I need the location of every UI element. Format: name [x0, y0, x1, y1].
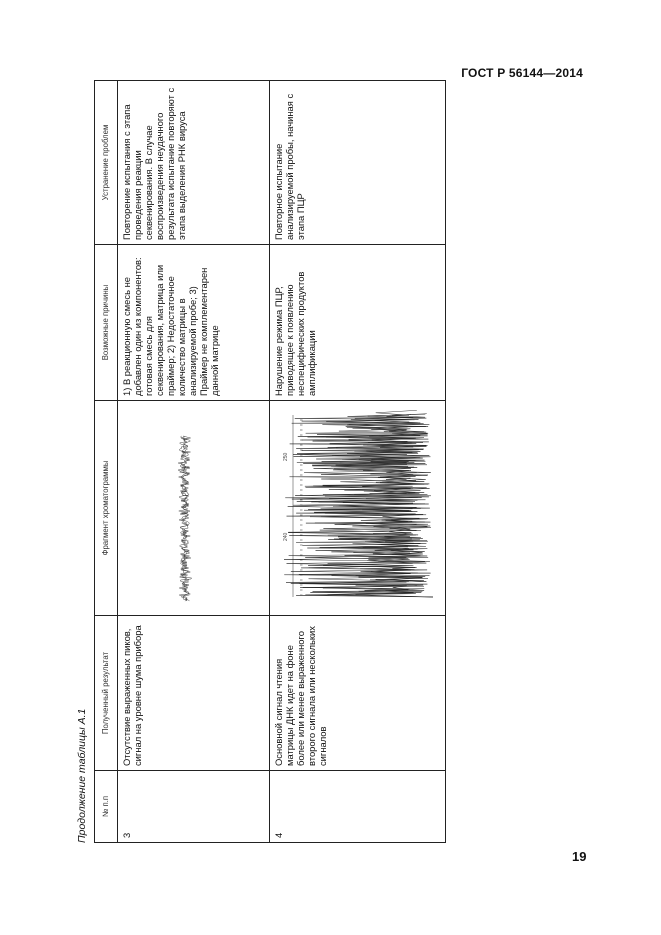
chromatogram-cell [270, 401, 446, 616]
chromatogram-position-label: 250 [283, 452, 289, 461]
table-row [270, 81, 446, 843]
table-row [118, 81, 270, 843]
row-causes: Нарушение режима ПЦР, приводящее к появлению неспецифических продуктов амплификации [270, 245, 446, 401]
header-num: № п.п [95, 771, 118, 843]
troubleshooting-table [94, 80, 446, 843]
row-result: Основной сигнал чтения матрицы ДНК идет на фоне более или менее выраженного второго сигнала или нескольких сигналов [270, 616, 446, 771]
row-causes: 1) В реакционную смесь не добавлен один из компонентов: готовая смесь для секвенирования, матрица или праймер; 2) Недостаточное количество матрицы в анализируемой пробе; 3) Праймер не комплементарен данной матрице [118, 245, 270, 401]
page-number: 19 [572, 849, 587, 864]
noise-trace [178, 436, 192, 601]
row-num: 4 [270, 771, 446, 843]
header-result: Полученный результат [95, 616, 118, 771]
table-header-row [95, 81, 118, 843]
rotated-table-block [76, 81, 418, 843]
noise-chromatogram-image [121, 406, 261, 611]
chromatogram-cell [118, 401, 270, 616]
row-result: Отсутствие выраженных пиков, сигнал на уровне шума прибора [118, 616, 270, 771]
header-fragment: Фрагмент хроматограммы [95, 401, 118, 616]
row-fix: Повторное испытание анализируемой пробы, начиная с этапа ПЦР [270, 81, 446, 245]
header-fix: Устранение проблем [95, 81, 118, 245]
standard-number: ГОСТ Р 56144—2014 [461, 66, 583, 80]
base-call-letters [300, 420, 303, 595]
table-caption: Продолжение таблицы А.1 [76, 708, 88, 843]
header-causes: Возможные причины [95, 245, 118, 401]
mixed-signal-chromatogram-image [273, 406, 438, 611]
row-fix: Повторение испытания с этапа проведения реакции секвенирования. В случае воспроизведения неудачного результата испытание повторяют с этапа выделения РНК вируса [118, 81, 270, 245]
mixed-signal-trace [284, 410, 433, 597]
row-num: 3 [118, 771, 270, 843]
chromatogram-position-label: 240 [283, 532, 289, 541]
